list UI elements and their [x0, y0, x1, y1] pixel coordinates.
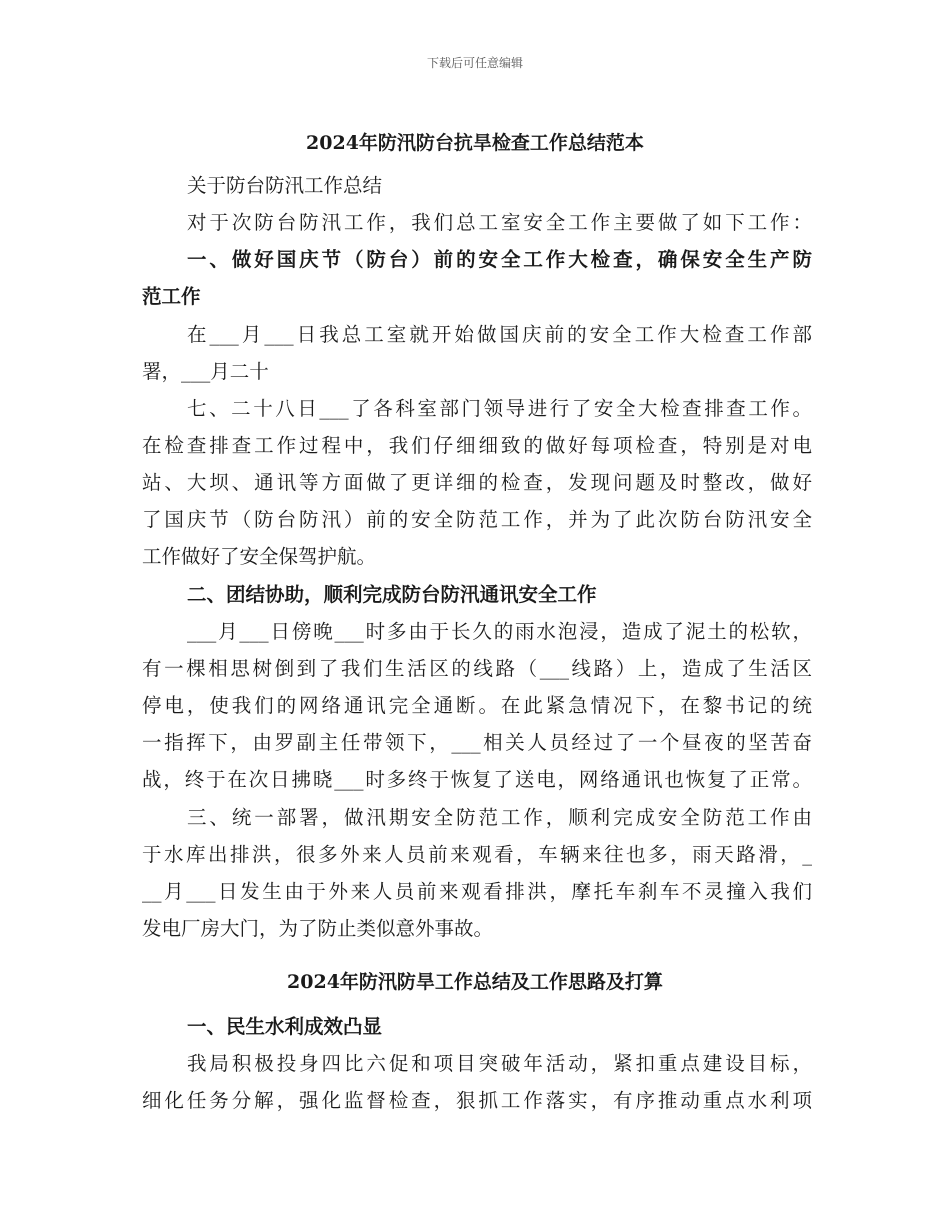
paragraph-line: 一指挥下，由罗副主任带领下，___相关人员经过了一个昼夜的坚苦奋 — [142, 731, 812, 754]
page-header: 下载后可任意编辑 — [426, 56, 523, 70]
paragraph-line: 于水库出排洪，很多外来人员前来观看，车辆来往也多，雨天路滑，_ — [142, 843, 812, 866]
paragraph-line: 了国庆节（防台防汛）前的安全防范工作，并为了此次防台防汛安全 — [142, 508, 812, 531]
paragraph-line: 战，终于在次日拂晓___时多终于恢复了送电，网络通讯也恢复了正常。 — [142, 768, 812, 791]
paragraph-line: 在检查排查工作过程中，我们仔细细致的做好每项检查，特别是对电 — [142, 434, 812, 457]
paragraph-line: 署，___月二十 — [142, 360, 269, 383]
document-title-2: 2024年防汛防旱工作总结及工作思路及打算 — [287, 971, 663, 993]
paragraph-line: __月___日发生由于外来人员前来观看排洪，摩托车刹车不灵撞入我们 — [142, 880, 812, 903]
paragraph-line: 工作做好了安全保驾护航。 — [142, 545, 377, 568]
paragraph-line: 站、大坝、通讯等方面做了更详细的检查，发现问题及时整改，做好 — [142, 471, 812, 494]
section-heading-line: 一、民生水利成效凸显 — [187, 1015, 383, 1038]
paragraph-line: 在___月___日我总工室就开始做国庆前的安全工作大检查工作部 — [187, 323, 812, 346]
paragraph-line: 七、二十八日___了各科室部门领导进行了安全大检查排查工作。 — [187, 397, 812, 420]
document-title: 2024年防汛防台抗旱检查工作总结范本 — [306, 132, 644, 154]
paragraph-line: 三、统一部署，做汛期安全防范工作，顺利完成安全防范工作由 — [187, 806, 812, 829]
paragraph-line: 我局积极投身四比六促和项目突破年活动，紧扣重点建设目标， — [187, 1052, 812, 1075]
paragraph-line: 关于防台防汛工作总结 — [187, 174, 383, 197]
paragraph-line: 细化任务分解，强化监督检查，狠抓工作落实，有序推动重点水利项 — [142, 1089, 812, 1112]
paragraph-line: 对于次防台防汛工作，我们总工室安全工作主要做了如下工作： — [187, 211, 812, 234]
section-heading-line: 范工作 — [142, 285, 201, 308]
paragraph-line: 停电，使我们的网络通讯完全通断。在此紧急情况下，在黎书记的统 — [142, 694, 812, 717]
paragraph-line: 发电厂房大门，为了防止类似意外事故。 — [142, 917, 494, 940]
paragraph-line: ___月___日傍晚___时多由于长久的雨水泡浸，造成了泥土的松软， — [187, 620, 812, 643]
section-heading-line: 一、做好国庆节（防台）前的安全工作大检查，确保安全生产防 — [187, 248, 812, 271]
section-heading-line: 二、团结协助，顺利完成防台防汛通讯安全工作 — [187, 583, 597, 606]
paragraph-line: 有一棵相思树倒到了我们生活区的线路（___线路）上，造成了生活区 — [142, 657, 812, 680]
